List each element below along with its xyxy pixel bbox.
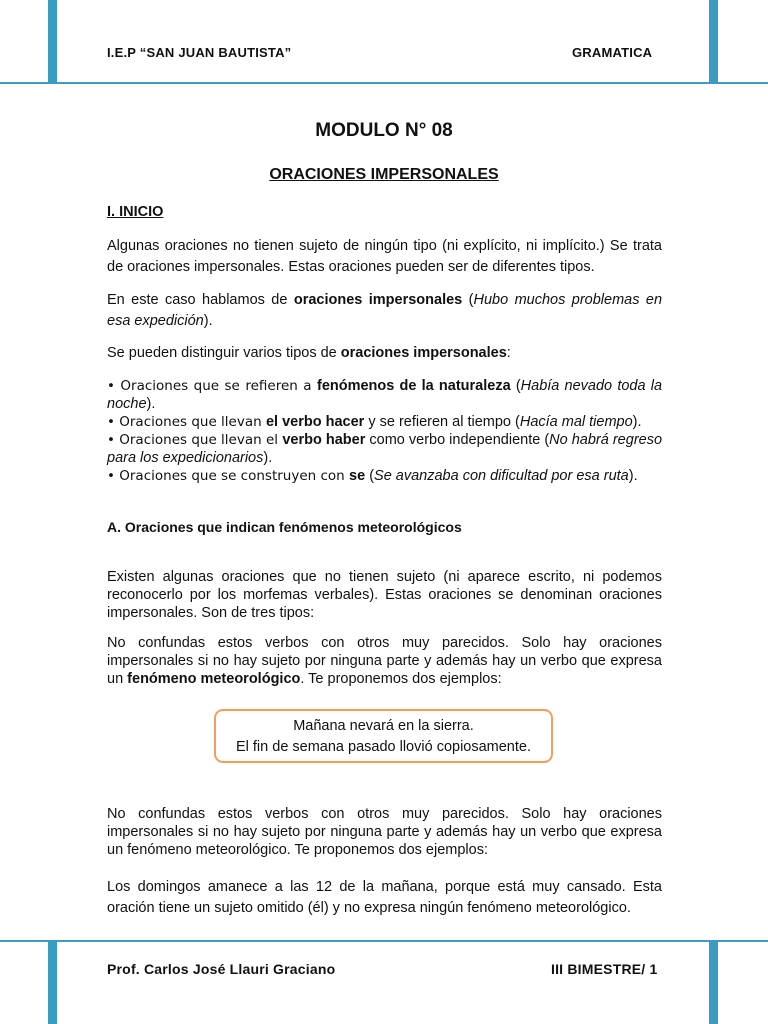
paragraph-tipos: Se pueden distinguir varios tipos de oraciones impersonales: <box>107 345 511 361</box>
school-name: I.E.P “SAN JUAN BAUTISTA” <box>107 45 292 60</box>
footer-divider <box>0 940 768 942</box>
footer-author: Prof. Carlos José Llauri Graciano <box>107 961 336 977</box>
paragraph-intro: Algunas oraciones no tienen sujeto de ningún tipo (ni explícito, ni implícito.) Se trata de oraciones impersonales. Estas oraciones pueden ser de diferentes tipos. <box>107 238 662 275</box>
section-meteorologicos: A. Oraciones que indican fenómenos meteorológicos <box>107 519 462 535</box>
paragraph-domingos: Los domingos amanece a las 12 de la mañana, porque está muy cansado. Esta oración tiene un sujeto omitido (él) y no expresa ningún fenómeno meteorológico. <box>107 879 662 916</box>
example-line-2: El fin de semana pasado llovió copiosamente. <box>235 739 531 755</box>
bullet-item: • Oraciones que se construyen con se (Se avanzaba con dificultad por esa ruta). <box>107 468 638 484</box>
subject-name: GRAMATICA <box>572 45 653 60</box>
example-box <box>214 709 553 763</box>
section-inicio: I. INICIO <box>107 204 164 220</box>
bullet-item: • Oraciones que llevan el verbo haber como verbo independiente (No habrá regreso para los expedicionarios). <box>107 432 663 466</box>
right-top-bar <box>709 0 718 82</box>
paragraph-confundas-1: No confundas estos verbos con otros muy parecidos. Solo hay oraciones impersonales si no hay sujeto por ninguna parte y además hay un verbo que expresa un fenómeno meteorológico. Te proponemos dos ejemplos: <box>107 635 662 687</box>
bullet-item: • Oraciones que llevan el verbo hacer y se refieren al tiempo (Hacía mal tiempo). <box>107 414 642 430</box>
module-title: MODULO N° 08 <box>315 120 453 141</box>
right-bottom-bar <box>709 940 718 1024</box>
paragraph-caso: En este caso hablamos de oraciones impersonales (Hubo muchos problemas en esa expedición). <box>107 292 663 329</box>
example-line-1: Mañana nevará en la sierra. <box>293 718 474 734</box>
main-title: ORACIONES IMPERSONALES <box>269 166 499 183</box>
left-top-bar <box>48 0 57 82</box>
paragraph-confundas-2: No confundas estos verbos con otros muy parecidos. Solo hay oraciones impersonales si no hay sujeto por ninguna parte y además hay un verbo que expresa un fenómeno meteorológico. Te proponemos dos ejemplos: <box>107 806 662 858</box>
footer-page: III BIMESTRE/ 1 <box>551 961 658 977</box>
left-bottom-bar <box>48 940 57 1024</box>
header-divider <box>0 82 768 84</box>
bullet-item: • Oraciones que se refieren a fenómenos de la naturaleza (Había nevado toda la noche). <box>107 378 663 412</box>
paragraph-existen: Existen algunas oraciones que no tienen sujeto (ni aparece escrito, ni podemos reconocerlo por los morfemas verbales). Estas oraciones se denominan oraciones impersonales. Son de tres tipos: <box>107 569 662 621</box>
bullet-list <box>107 377 662 485</box>
